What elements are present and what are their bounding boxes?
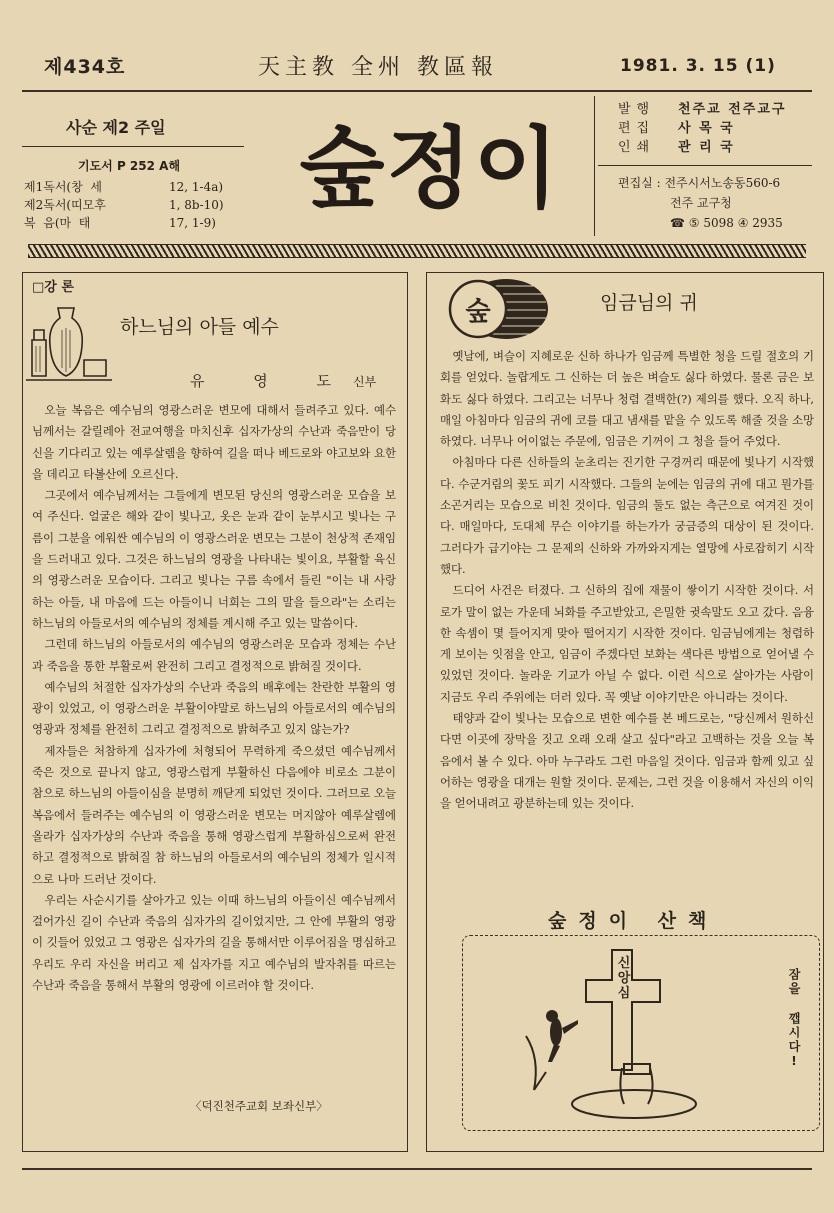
issue-number: 제434호 [44, 56, 126, 78]
editorial-paragraph: 그곳에서 예수님께서는 그들에게 변모된 당신의 영광스러운 모습을 보여 주신다. 얼굴은 해와 같이 빛나고, 옷은 눈과 같이 눈부시고 빛나는 구름이 그분을 에워싼 예수님의 이 영광스러운 변모는 그분이 천상적 존재임을 드러내고 있다. 그것은 하느님의 영광을 나타내는 빛이요, 부활할 육신의 영광스러운 모습이다. 그리고 빛나는 구름 속에서 들린 "이는 내 사랑하는 아들, 내 마음에 드는 아들이니 너희는 그의 말을 들으라"는 소리는 하느님의 아들로서의 예수님의 정체를 계시해 주고 있는 말씀이다. [32, 488, 396, 630]
publisher-key: 인쇄 [618, 140, 656, 155]
author-rank: 신부 [353, 375, 377, 389]
column-paragraph: 드디어 사건은 터졌다. 그 신하의 집에 재물이 쌓이기 시작한 것이다. 서로가 말이 없는 가운데 뇌화를 주고받았고, 은밀한 귓속말도 오고 갔다. 음융한 속셈이 몇 들어지게 맞아 떨어지기 시작한 것이다. 임금님에게는 청렴하게 보이는 잇점을 안고, 임금이 주겠다던 보화는 색다른 방법으로 얻어낼 수 있었던 것이다. 놀라운 기교가 아닐 수 없다. 이런 식으로 살아가는 사람이 지금도 우리 주위에는 더러 있다. 꼭 옛날 이야기만은 아니라는 것이다. [440, 583, 814, 704]
reading-label: 복 음(마 태 [24, 216, 91, 230]
column-title: 임금님의 귀 [600, 292, 698, 314]
column-paragraph: 아침마다 다른 신하들의 눈초리는 진기한 구경꺼리 때문에 빛나기 시작했다. 수군거림의 꽃도 피기 시작했다. 그들의 눈에는 임금의 귀에 대고 뭔가를 소곤거리는 모습으로 비친 것이다. 임금의 둘도 없는 측근으로 여겨진 것이다. 매일마다, 도대체 무슨 이야기를 하는가가 궁금증의 대상이 된 것이다. 그러다가 급기야는 그 문제의 신하와 가까와지게는 열망에 사로잡히기 시작했다. [440, 455, 814, 576]
masthead-divider [594, 96, 595, 236]
publisher-value: 천주교 전주교구 [678, 102, 787, 117]
bottom-rule [22, 1168, 812, 1170]
column-badge [444, 276, 550, 342]
cartoon-illustration [500, 940, 720, 1126]
prayer-book-ref: 기도서 P 252 A해 [78, 159, 181, 173]
publisher-key: 발행 [618, 102, 656, 117]
publisher-value: 사 목 국 [678, 121, 735, 136]
reading-row [24, 178, 224, 196]
column-body [440, 346, 814, 815]
top-rule [22, 90, 812, 92]
issue-date: 1981. 3. 15 (1) [620, 56, 776, 76]
address-line: 편집실 : 전주시서노송동560-6 [618, 176, 781, 190]
editorial-signature: 〈덕진천주교회 보좌신부〉 [190, 1099, 328, 1113]
editorial-paragraph: 제자들은 처참하게 십자가에 처형되어 무력하게 죽으셨던 예수님께서 죽은 것으로 끝나지 않고, 영광스럽게 부활하신 다음에야 비로소 그분이 참으로 하느님의 아들이심을 분명히 깨닫게 되었던 것이다. 그러므로 오늘 복음에서 들려주는 예수님의 이 영광스러운 변모는 머지않아 예루살렘에 올라가 십자가상의 수난과 죽음을 통해 영광스럽게 부활하심으로써 완전하고 결정적으로 밝혀질 참 하느님의 아들로서의 예수님의 정체가 일시적으로 나마 드러난 것이다. [32, 743, 396, 886]
editorial-paragraph: 예수님의 처절한 십자가상의 수난과 죽음의 배후에는 찬란한 부활의 영광이 있었고, 이 영광스러운 부활이야말로 하느님의 아들로서의 예수님의 영광과 정체를 완전히 그리고 결정적으로 밝혀주고 있지 않는가? [32, 679, 396, 737]
column-badge-text: 숲 [465, 297, 491, 327]
reading-label: 제1독서(창 세 [24, 180, 102, 194]
liturgical-sunday: 사순 제2 주일 [66, 118, 166, 137]
newspaper-title: 숲정이 [299, 117, 561, 220]
sunday-divider [22, 146, 244, 147]
reading-ref: 17, 1-9) [169, 216, 216, 230]
editorial-paragraph: 오늘 복음은 예수님의 영광스러운 변모에 대해서 들려주고 있다. 예수님께서는 갈릴레아 전교여행을 마치신후 십자가상의 수난과 죽음만이 당신을 기다리고 있는 예루살렘을 향하여 길을 떠나 베드로와 야고보와 요한을 데리고 타볼산에 오르신다. [32, 403, 396, 481]
cartoon-title: 숲정이 산책 [548, 910, 719, 932]
address-line-2: 전주 교구청 [670, 196, 732, 210]
author-name: 유 영 도 [190, 372, 354, 390]
cartoon-caption: 잠을 깹시다! [787, 968, 801, 1070]
editorial-paragraph: 그런데 하느님의 아들로서의 예수님의 영광스러운 모습과 정체는 수난과 죽음을 통한 부활로써 완전히 그리고 결정적으로 밝혀질 것이다. [32, 637, 396, 673]
paper-name: 天主教 全州 教區報 [258, 55, 498, 80]
cross-text: 신앙심 [614, 955, 630, 1001]
column-paragraph: 태양과 같이 빛나는 모습으로 변한 예수를 본 베드로는, "당신께서 원하신다면 이곳에 장막을 짓고 오래 오래 살고 싶다"라고 고백하는 것을 오늘 복음에서 볼 수 있다. 아마 누구라도 그런 마음일 것이다. 임금과 함께 있고 싶어하는 영광을 대개는 원할 것이다. 문제는, 그런 것을 이용해서 자신의 이익을 얻어내려고 광분하는데 있는 것이다. [440, 711, 814, 811]
publisher-row [618, 100, 786, 119]
column-paragraph: 옛날에, 벼슬이 지혜로운 신하 하나가 임금께 특별한 청을 드릴 절호의 기회를 얻었다. 놀랍게도 그 신하는 더 높은 벼슬도 싫다 하였다. 물론 금은 보화도 싫다 하였다. 그리고는 너무나 청렴 결백한(?) 제의를 했다. 오직 하나, 매일 아침마다 임금의 귀에 코를 대고 냄새를 맡을 수 있도록 해줄 것을 소망하였다. 너무나 어이없는 주문에, 임금은 기꺼이 그 청을 들어 주었다. [440, 349, 814, 449]
reading-label: 제2독서(띠모후 [24, 198, 106, 212]
editorial-paragraph: 우리는 사순시기를 살아가고 있는 이때 하느님의 아들이신 예수님께서 걸어가신 길이 수난과 죽음의 십자가의 길이었지만, 그 안에 부활의 영광이 깃들어 있었고 그 영광은 십자가의 길을 통해서만 이루어짐을 명심하고 우리도 우리 자신을 버리고 제 십자가를 지고 예수님의 발자취를 따르는 수난과 죽음을 통해서 부활의 영광에 이르러야 할 것이다. [32, 892, 396, 993]
publisher-divider [598, 165, 812, 166]
editorial-title: 하느님의 아들 예수 [120, 316, 279, 338]
publisher-value: 관 리 국 [678, 140, 735, 155]
address-block [618, 173, 783, 233]
reading-ref: 1, 8b-10) [169, 198, 224, 212]
newspaper-title-block [270, 108, 590, 230]
vessels-illustration [22, 300, 114, 382]
phone-line: ☎ ⑤ 5098 ④ 2935 [670, 216, 783, 230]
readings-list [24, 178, 224, 232]
author-line [190, 370, 376, 391]
reading-row [24, 214, 224, 232]
publisher-row [618, 119, 786, 138]
reading-ref: 12, 1-4a) [169, 180, 224, 194]
publisher-row [618, 138, 786, 157]
editorial-body [32, 400, 396, 996]
reading-row [24, 196, 224, 214]
publisher-key: 편집 [618, 121, 656, 136]
editorial-label: □강 론 [32, 280, 74, 295]
hatched-divider [28, 244, 806, 258]
publisher-info [618, 100, 786, 157]
